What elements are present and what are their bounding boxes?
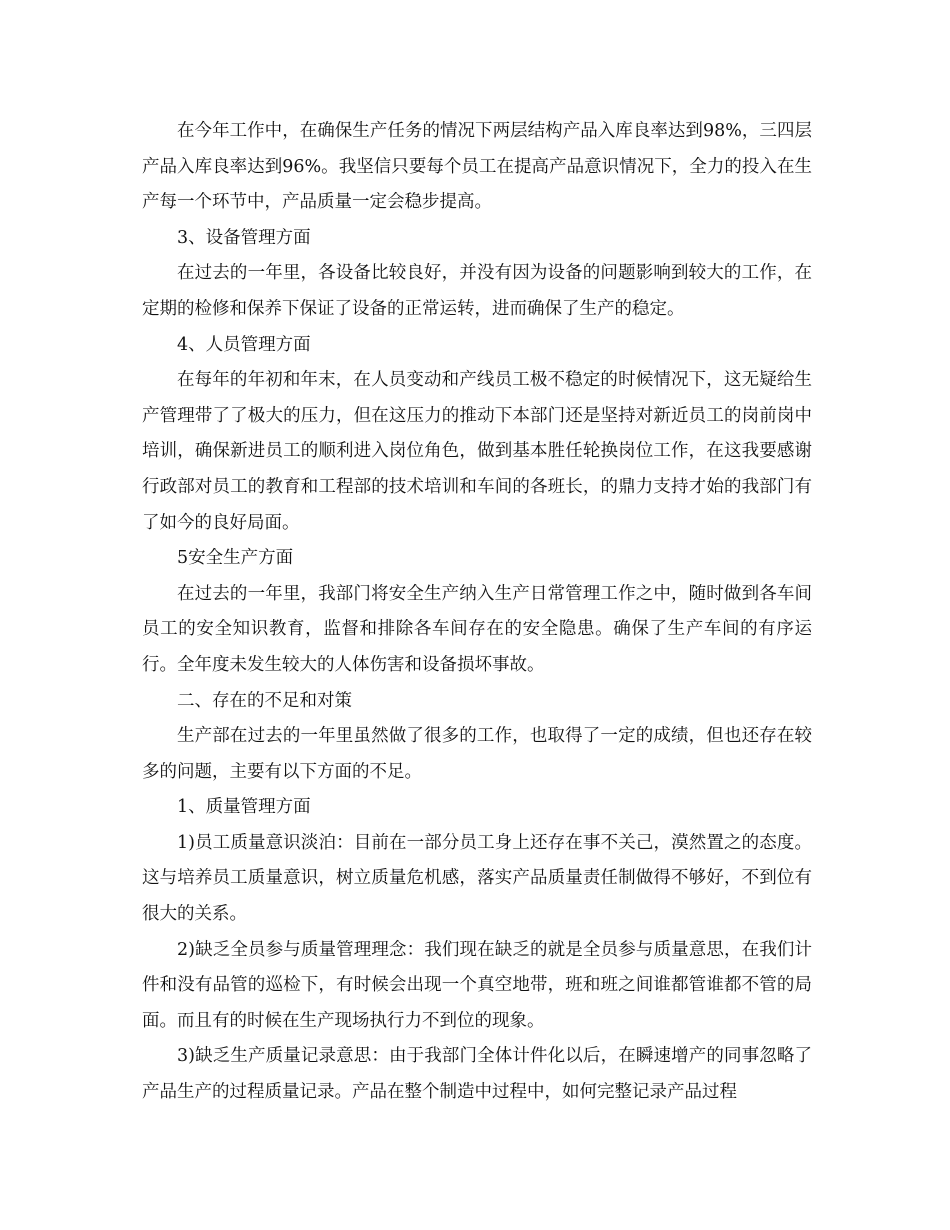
paragraph-safety: 在过去的一年里，我部门将安全生产纳入生产日常管理工作之中，随时做到各车间员工的安全知识教育，监督和排除各车间存在的安全隐患。确保了生产车间的有序运行。全年度未发生较大的人体伤害和设备损坏事故。 [142,583,812,675]
heading-personnel-management: 4、人员管理方面 [177,334,311,355]
heading-equipment-management: 3、设备管理方面 [177,227,311,248]
paragraph-personnel: 在每年的年初和年末，在人员变动和产线员工极不稳定的时候情况下，这无疑给生产管理带了了极大的压力，但在这压力的推动下本部门还是坚持对新近员工的岗前岗中培训，确保新进员工的顺利进入岗位角色，做到基本胜任轮换岗位工作，在这我要感谢行政部对员工的教育和工程部的技术培训和车间的各班长，的鼎力支持才始的我部门有了如今的良好局面。 [142,370,812,533]
paragraph-shortcomings-intro: 生产部在过去的一年里虽然做了很多的工作，也取得了一定的成绩，但也还存在较多的问题，主要有以下方面的不足。 [142,726,812,782]
heading-quality-management: 1、质量管理方面 [177,797,311,818]
heading-shortcomings: 二、存在的不足和对策 [177,690,352,711]
document-page [142,114,812,1111]
paragraph-full-participation: 2)缺乏全员参与质量管理理念：我们现在缺乏的就是全员参与质量意思，在我们计件和没有品管的巡检下，有时候会出现一个真空地带，班和班之间谁都管谁都不管的局面。而且有的时候在生产现场执行力不到位的现象。 [142,939,812,1031]
paragraph-quality-records: 3)缺乏生产质量记录意思：由于我部门全体计件化以后，在瞬速增产的同事忽略了产品生产的过程质量记录。产品在整个制造中过程中，如何完整记录产品过程 [142,1046,812,1103]
paragraph-equipment: 在过去的一年里，各设备比较良好，并没有因为设备的问题影响到较大的工作，在定期的检修和保养下保证了设备的正常运转，进而确保了生产的稳定。 [142,263,812,319]
paragraph-quality-results: 在今年工作中，在确保生产任务的情况下两层结构产品入库良率达到98%，三四层产品入库良率达到96%。我坚信只要每个员工在提高产品意识情况下，全力的投入在生产每一个环节中，产品质量一定会稳步提高。 [142,121,812,213]
heading-safety-production: 5安全生产方面 [177,548,294,569]
paragraph-quality-awareness: 1)员工质量意识淡泊：目前在一部分员工身上还存在事不关己，漠然置之的态度。这与培养员工质量意识，树立质量危机感，落实产品质量责任制做得不够好，不到位有很大的关系。 [142,832,812,925]
